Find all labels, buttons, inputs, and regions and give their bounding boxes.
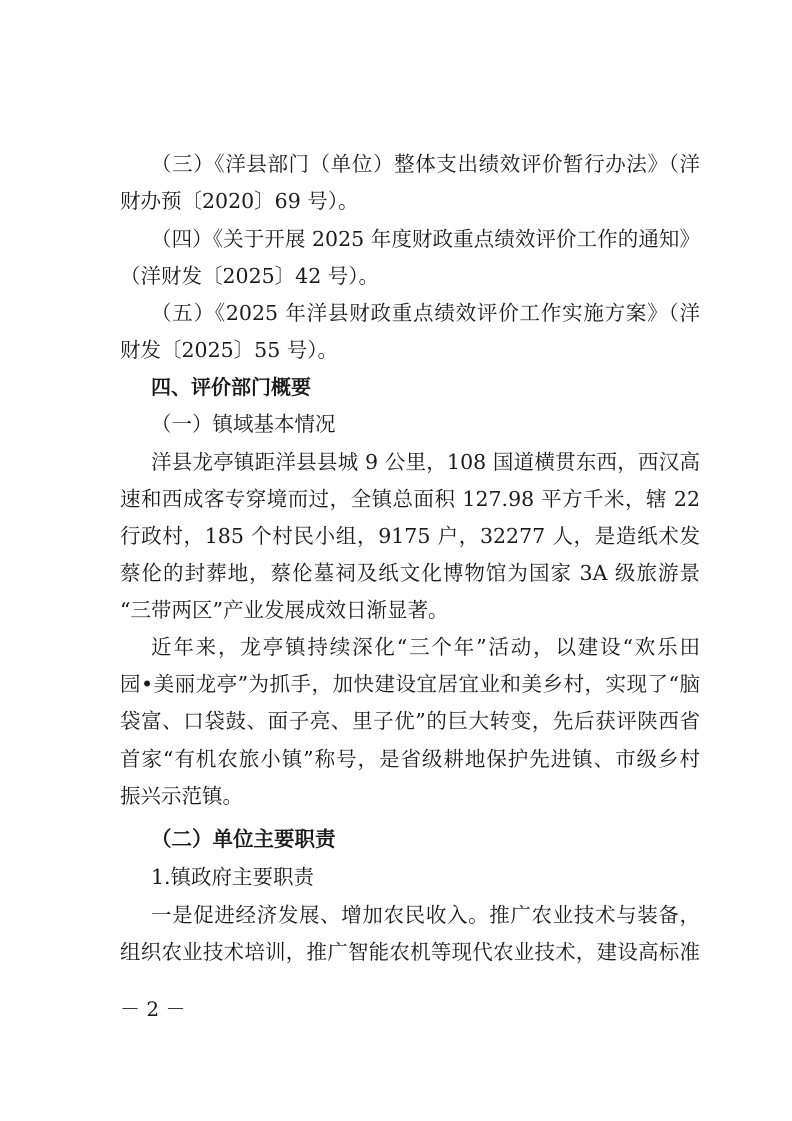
subsection-heading: （二）单位主要职责 bbox=[151, 827, 336, 851]
page-number: － 2 － bbox=[120, 997, 186, 1021]
text-line: （四）《关于开展 2025 年度财政重点绩效评价工作的通知》 bbox=[151, 227, 700, 251]
text-line: 振兴示范镇。 bbox=[120, 784, 243, 808]
text-line: 组织农业技术培训，推广智能农机等现代农业技术，建设高标准 bbox=[120, 940, 700, 964]
text-line: 园•美丽龙亭”为抓手，加快建设宜居宜业和美乡村，实现了“脑 bbox=[120, 672, 700, 696]
section-heading: 四、评价部门概要 bbox=[151, 375, 311, 399]
text-line: 袋富、口袋鼓、面子亮、里子优”的巨大转变，先后获评陕西省 bbox=[120, 709, 700, 733]
text-line: 行政村，185 个村民小组，9175 户，32277 人，是造纸术发 bbox=[120, 524, 700, 548]
text-line: 财办预〔2020〕69 号）。 bbox=[120, 189, 359, 213]
text-line: 一是促进经济发展、增加农民收入。推广农业技术与装备， bbox=[151, 903, 700, 927]
text-line: “三带两区”产业发展成效日渐显著。 bbox=[120, 598, 449, 622]
text-line: 近年来，龙亭镇持续深化“三个年”活动，以建设“欢乐田 bbox=[151, 635, 700, 659]
subsection-heading: （一）镇域基本情况 bbox=[151, 412, 336, 436]
item-heading: 1.镇政府主要职责 bbox=[151, 865, 315, 889]
text-line: （三）《洋县部门（单位）整体支出绩效评价暂行办法》（洋 bbox=[151, 152, 700, 176]
text-line: （洋财发〔2025〕42 号）。 bbox=[120, 264, 380, 288]
text-line: 财发〔2025〕55 号）。 bbox=[120, 338, 339, 362]
text-line: 蔡伦的封葬地，蔡伦墓祠及纸文化博物馆为国家 3A 级旅游景 bbox=[120, 561, 700, 585]
text-line: 速和西成客专穿境而过，全镇总面积 127.98 平方千米，辖 22 bbox=[120, 487, 700, 511]
text-line: （五）《2025 年洋县财政重点绩效评价工作实施方案》（洋 bbox=[151, 301, 700, 325]
text-line: 首家“有机农旅小镇”称号，是省级耕地保护先进镇、市级乡村 bbox=[120, 747, 700, 771]
text-line: 洋县龙亭镇距洋县县城 9 公里，108 国道横贯东西，西汉高 bbox=[151, 450, 700, 474]
